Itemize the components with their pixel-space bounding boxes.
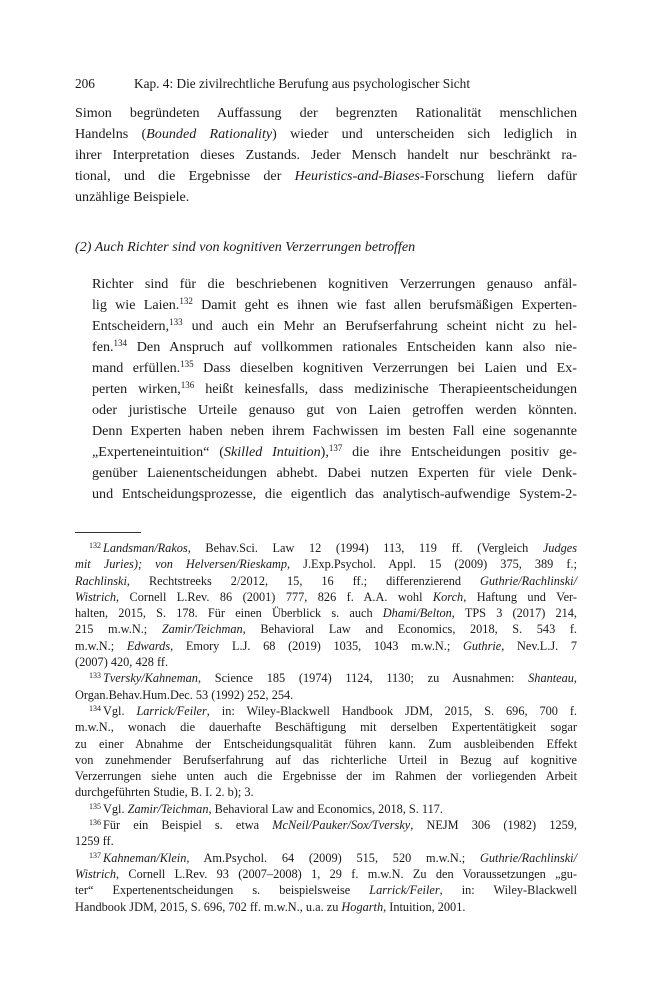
text-run: , Am.Psychol. 64 (2009) 515, 520 m.w.N.;: [186, 850, 480, 865]
author: ); von Helversen/Rieskamp: [133, 557, 288, 572]
text-line: ihrer Interpretation dieses Zustands. Jeder Mensch handelt nur beschränkt ra-: [75, 147, 577, 163]
page-number: 206: [75, 76, 95, 91]
text-run: mand erfüllen.: [92, 360, 181, 376]
author: Korch: [432, 589, 464, 604]
text-run: Den Anspruch auf vollkommen rationales Entscheiden kann also nie-: [127, 339, 577, 355]
author: Zamir/Teichman: [161, 622, 243, 637]
text-run: durchgeführten Studie, B. I. 2. b); 3.: [75, 785, 254, 800]
section-heading: (2) Auch Richter sind von kognitiven Verzerrungen betroffen: [75, 239, 416, 255]
text-run: , Science 185 (1974) 1124, 1130; zu Ausnahmen:: [197, 671, 529, 686]
text-run: , Nev.L.J. 7: [501, 638, 577, 653]
footnote-separator: [75, 532, 141, 533]
author: Tversky/Kahneman: [103, 671, 198, 686]
footnote-number: 132: [89, 541, 101, 550]
text-run: Verzerrungen siehe unten auch die Ergebnisse der im Rahmen der vorliegenden Arbeit: [75, 769, 577, 784]
text-run: , Behavioral Law and Economics, 2018, S. 543 f.: [242, 622, 577, 637]
paragraph-continuation: [75, 103, 577, 208]
text-run: ter“ Expertenentscheidungen s. beispielsweise: [75, 883, 370, 898]
text-line: [75, 358, 577, 379]
author: Shanteau: [528, 671, 574, 686]
author: Guthrie/Rachlinski/: [480, 850, 577, 865]
text-run: , in: Wiley-Blackwell Handbook JDM, 2015, S. 696, 700 f.: [206, 703, 577, 718]
text-run: (2007) 420, 428 ff.: [75, 655, 169, 670]
text-run: , Haftung und Ver-: [463, 589, 578, 604]
text-run-italic: mit Juries: [75, 557, 134, 572]
text-run: , Cornell L.Rev. 93 (2007–2008) 1, 29 f. m.w.N. Zu den Voraussetzungen „gu-: [116, 866, 577, 881]
text-line: und Entscheidungsprozesse, die eigentlich das analytisch-aufwendige System-2-: [92, 486, 577, 502]
footnote-ref-136[interactable]: 136: [180, 380, 195, 390]
text-run: , Intuition, 2001.: [383, 899, 466, 914]
text-line: [75, 316, 577, 337]
text-run: perten wirken,: [92, 381, 181, 397]
text-line: [75, 337, 577, 358]
footnote-number: 136: [89, 818, 101, 828]
text-run: , NEJM 306 (1982) 1259,: [410, 818, 577, 833]
text-run: , Behavioral Law and Economics, 2018, S. 117.: [208, 801, 443, 816]
text-line: Simon begründeten Auffassung der begrenzten Rationalität menschlichen: [75, 105, 577, 121]
text-run: fen.: [92, 339, 114, 355]
text-line: Handelns (Bounded Rationality) wieder und unterscheiden sich lediglich in: [75, 126, 577, 142]
text-run: die ihre Entscheidungen positiv ge-: [342, 444, 577, 460]
text-run: 215 m.w.N.;: [75, 622, 162, 637]
text-run: m.w.N., wonach die dauerhafte Beschäftigung mit derselben Expertentätigkeit sogar: [75, 720, 577, 735]
text-line: tional, und die Ergebnisse der Heuristics-and-Biases-Forschung liefern dafür: [75, 168, 577, 184]
text-run-italic: Heuristics-and-Biases: [294, 168, 420, 184]
running-title: Kap. 4: Die zivilrechtliche Berufung aus psychologischer Sicht: [134, 76, 471, 91]
text-line: Denn Experten haben neben ihrem Fachwissen im besten Fall eine sogenannte: [92, 423, 577, 439]
text-run: und auch ein Mehr an Berufserfahrung scheint nicht zu hel-: [182, 318, 577, 334]
text-run-italic: Skilled Intuition: [223, 444, 321, 460]
text-run: 1259 ff.: [75, 834, 114, 849]
text-run: , Rechtstreeks 2/2012, 15, 16 ff.; differenzierend: [126, 573, 480, 588]
author: Larrick/Feiler: [136, 703, 207, 718]
text-run: Organ.Behav.Hum.Dec. 53 (1992) 252, 254.: [75, 687, 294, 702]
text-run: , Emory L.J. 68 (2019) 1035, 1043 m.w.N.;: [170, 638, 463, 653]
text-run: Vgl.: [103, 703, 137, 718]
text-line: [75, 442, 577, 463]
footnote-136: [75, 817, 577, 850]
author: Guthrie: [462, 638, 502, 653]
running-header: [75, 76, 577, 92]
text-line: [75, 379, 577, 400]
footnote-ref-135[interactable]: 135: [180, 359, 194, 369]
footnote-ref-137[interactable]: 137: [328, 443, 343, 453]
text-run: halten, 2015, S. 178. Für einen Überblick s. auch: [75, 606, 383, 621]
footnote-number: 135: [89, 801, 101, 811]
text-run: Dass dieselben kognitiven Verzerrungen bei Laien und Ex-: [193, 360, 577, 376]
text-run: , in: Wiley-Blackwell: [439, 883, 577, 898]
footnote-number: 133: [89, 671, 101, 681]
text-run: , TPS 3 (2017) 214,: [451, 606, 578, 621]
author: Edwards: [126, 638, 171, 653]
text-run: „Experteneintuition“ (: [92, 444, 224, 460]
author: McNeil/Pauker/Sox/Tversky: [272, 818, 411, 833]
text-line: genüber Laienentscheidungen abhebt. Dabei nutzen Experten für viele Denk-: [92, 465, 577, 481]
footnote-135: [75, 801, 577, 817]
author: Kahneman/Klein: [103, 850, 187, 865]
footnote-134: [75, 703, 577, 801]
author: Wistrich: [75, 866, 116, 881]
text-line: unzählige Beispiele.: [75, 189, 190, 205]
footnote-ref-132[interactable]: 132: [179, 296, 193, 306]
footnote-133: $^{133}$ Tversky/Kahneman, Science 185 (1974) 1124, 1130; zu Ausnahmen: Shanteau, Organ.Behav.Hum.Dec. 53 (1992) 252, 254.: [75, 671, 577, 702]
text-run: Entscheidern,: [92, 318, 170, 334]
text-run: Vgl.: [103, 801, 128, 816]
text-run: heißt keinesfalls, dass medizinische Therapieentscheidungen: [194, 381, 577, 397]
author: Landsman/Rakos: [103, 541, 188, 555]
author: Larrick/Feiler: [369, 883, 440, 898]
text-run: , Behav.Sci. Law 12 (1994) 113, 119 ff. (Vergleich: [187, 541, 543, 555]
text-run: , J.Exp.Psychol. Appl. 15 (2009) 375, 389 f.;: [287, 557, 577, 572]
footnote-number: 134: [89, 703, 101, 713]
text-line: oder juristische Urteile genauso gut von Laien getroffen werden könnten.: [92, 402, 577, 418]
footnote-ref-134[interactable]: 134: [113, 338, 128, 348]
footnote-number: 137: [89, 850, 101, 860]
text-run: zu einer Abnahme der Entscheidungsqualität führen kann. Zum ausbleibenden Effekt: [75, 736, 577, 751]
text-run: lig wie Laien.: [92, 297, 180, 313]
text-run: Für ein Beispiel s. etwa: [103, 818, 273, 833]
text-run: , Cornell L.Rev. 86 (2001) 777, 826 f. A.A. wohl: [116, 589, 433, 604]
text-run: Damit geht es ihnen wie fast allen berufsmäßigen Experten-: [192, 297, 577, 313]
author: Guthrie/Rachlinski/: [480, 573, 577, 588]
author: Zamir/Teichman: [127, 801, 209, 816]
footnote-132: [75, 540, 577, 670]
text-line: [75, 295, 577, 316]
author: Rachlinski: [75, 573, 127, 588]
footnote-ref-133[interactable]: 133: [169, 317, 183, 327]
footnotes: [75, 540, 577, 915]
text-run-italic: Judges: [542, 541, 577, 555]
text-run: ),: [320, 444, 329, 460]
text-run: Handbook JDM, 2015, S. 696, 702 ff. m.w.N., u.a. zu: [75, 899, 342, 914]
footnote-137: [75, 850, 577, 915]
text-run: von zunehmender Berufserfahrung auf das richterliche Urteil in Bezug auf kognitive: [75, 752, 577, 767]
author: Hogarth: [341, 899, 384, 914]
author: Dhami/Belton: [382, 606, 452, 621]
text-line: Richter sind für die beschriebenen kognitiven Verzerrungen genauso anfäl-: [92, 276, 577, 292]
text-run: m.w.N.;: [75, 638, 127, 653]
text-run-italic: Bounded Rationality: [146, 126, 273, 142]
author: Wistrich: [75, 589, 116, 604]
paragraph-main: [75, 274, 577, 505]
